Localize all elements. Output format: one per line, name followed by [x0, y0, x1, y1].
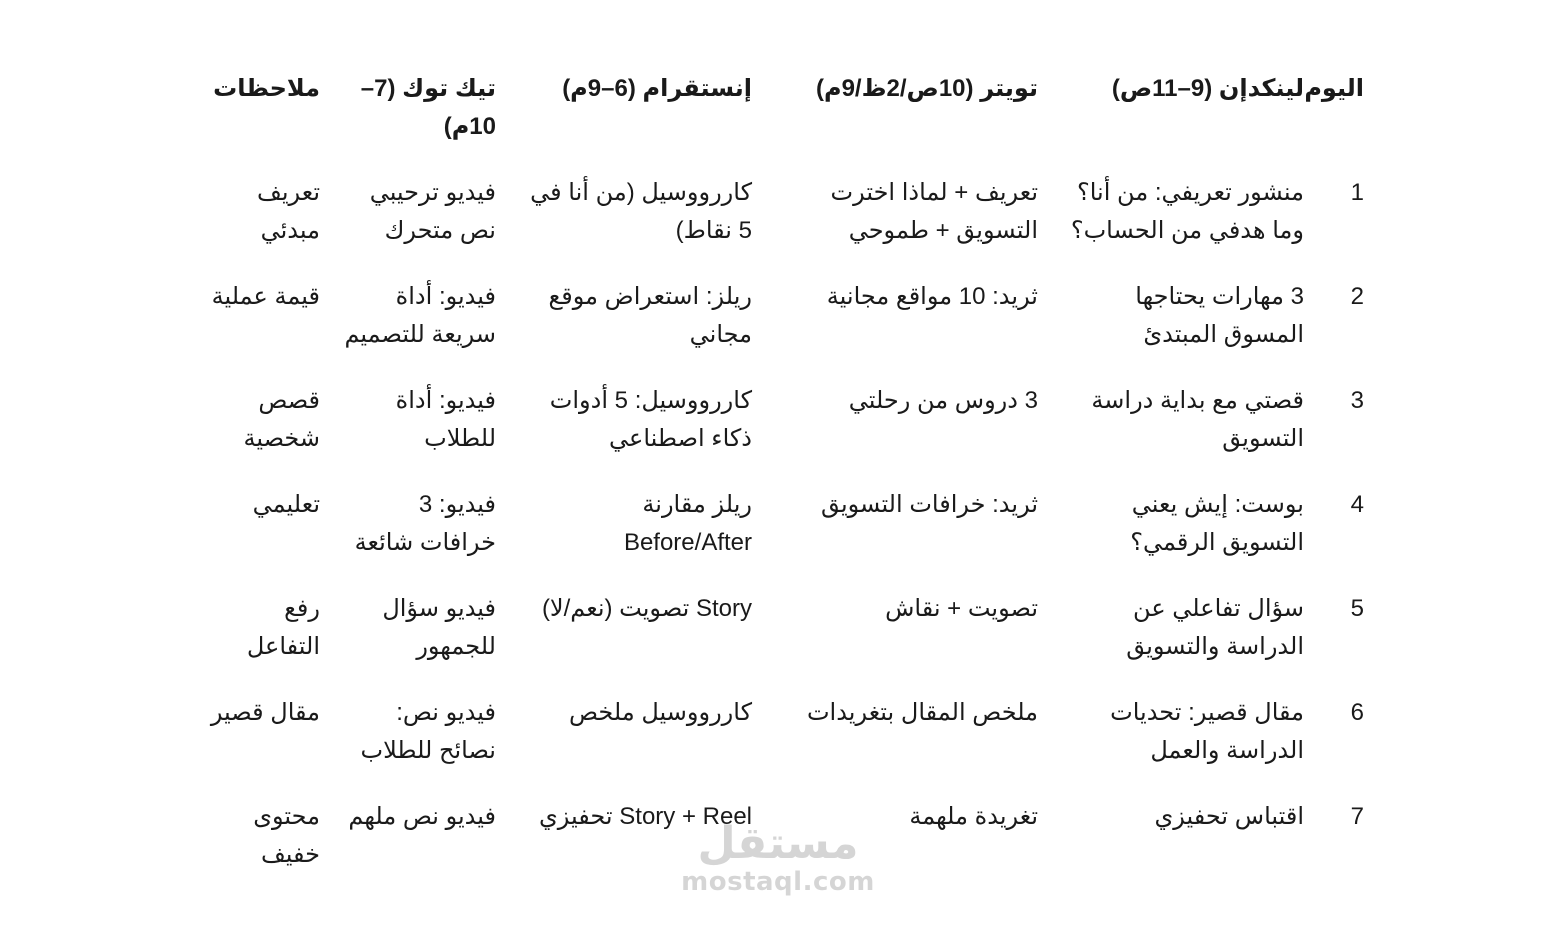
watermark-domain: mostaql.com	[681, 867, 875, 897]
table-row	[184, 278, 1364, 382]
cell-notes: مقال قصير	[210, 699, 320, 726]
watermark-arabic-logo: مستقل	[697, 818, 859, 869]
cell-notes: قيمة عملية	[211, 283, 320, 310]
cell-notes: قصص شخصية	[243, 387, 320, 452]
cell-day: 5	[1350, 595, 1364, 622]
table-row	[184, 382, 1364, 486]
table-row	[184, 798, 1364, 902]
cell-day: 2	[1350, 283, 1364, 310]
header-instagram: إنستقرام (6–9م)	[562, 75, 752, 102]
cell-day: 3	[1350, 387, 1364, 414]
cell-twitter: ثريد: خرافات التسويق	[820, 491, 1038, 518]
cell-twitter: تصويت + نقاش	[885, 595, 1038, 622]
header-linkedin: لينكدإن (9–11ص)	[1111, 75, 1304, 102]
cell-day: 4	[1350, 491, 1364, 518]
cell-instagram: كاررووسيل: 5 أدوات ذكاء اصطناعي	[549, 387, 752, 452]
cell-day: 7	[1350, 803, 1364, 830]
cell-twitter: تغريدة ملهمة	[909, 803, 1038, 830]
cell-twitter: ملخص المقال بتغريدات	[806, 699, 1038, 726]
cell-twitter: تعريف + لماذا اخترت التسويق + طموحي	[830, 179, 1038, 244]
cell-instagram: Story تصويت (نعم/لا)	[541, 595, 752, 622]
cell-linkedin: 3 مهارات يحتاجها المسوق المبتدئ	[1135, 283, 1304, 348]
table-row	[184, 694, 1364, 798]
cell-notes: تعليمي	[252, 491, 320, 518]
header-day: اليوم	[1304, 75, 1364, 102]
cell-day: 1	[1350, 179, 1364, 206]
cell-instagram: Story + Reel تحفيزي	[539, 803, 752, 830]
cell-tiktok: فيديو: أداة للطلاب	[395, 387, 496, 452]
cell-linkedin: مقال قصير: تحديات الدراسة والعمل	[1110, 699, 1304, 764]
cell-tiktok: فيديو نص: نصائح للطلاب	[360, 699, 496, 764]
cell-tiktok: فيديو نص ملهم	[348, 803, 496, 830]
cell-tiktok: فيديو: 3 خرافات شائعة	[354, 491, 496, 556]
cell-tiktok: فيديو سؤال للجمهور	[382, 595, 496, 660]
cell-notes: تعريف مبدئي	[256, 179, 320, 244]
content-schedule-table	[184, 62, 1364, 902]
cell-linkedin: منشور تعريفي: من أنا؟ وما هدفي من الحساب؟	[1070, 179, 1304, 244]
table-header-row	[184, 62, 1364, 174]
cell-tiktok: فيديو: أداة سريعة للتصميم	[344, 283, 496, 348]
cell-instagram: ريلز مقارنة Before/After	[623, 491, 752, 556]
cell-linkedin: قصتي مع بداية دراسة التسويق	[1091, 387, 1304, 452]
table-row	[184, 590, 1364, 694]
table-row	[184, 486, 1364, 590]
header-twitter: تويتر (10ص/2ظ/9م)	[815, 75, 1038, 102]
cell-linkedin: سؤال تفاعلي عن الدراسة والتسويق	[1126, 595, 1304, 660]
cell-twitter: 3 دروس من رحلتي	[848, 387, 1038, 414]
table-row	[184, 174, 1364, 278]
cell-notes: رفع التفاعل	[246, 595, 320, 660]
cell-tiktok: فيديو ترحيبي نص متحرك	[369, 179, 496, 244]
header-notes: ملاحظات	[213, 75, 320, 102]
cell-day: 6	[1350, 699, 1364, 726]
cell-twitter: ثريد: 10 مواقع مجانية	[826, 283, 1038, 310]
cell-instagram: كاررووسيل (من أنا في 5 نقاط)	[530, 179, 752, 244]
cell-instagram: كاررووسيل ملخص	[569, 699, 752, 726]
cell-instagram: ريلز: استعراض موقع مجاني	[548, 283, 752, 348]
header-tiktok: تيك توك (7–10م)	[360, 75, 496, 140]
cell-linkedin: بوست: إيش يعني التسويق الرقمي؟	[1130, 491, 1304, 556]
cell-linkedin: اقتباس تحفيزي	[1154, 803, 1304, 830]
cell-notes: محتوى خفيف	[253, 803, 320, 868]
